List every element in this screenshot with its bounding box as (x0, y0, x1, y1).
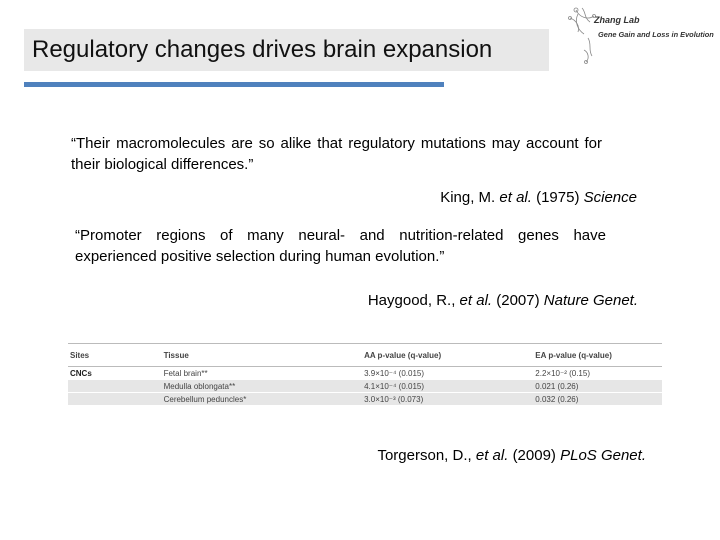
column-header: Tissue (162, 344, 362, 367)
table-cell: CNCs (68, 367, 162, 380)
table-cell: 3.0×10⁻³ (0.073) (362, 393, 533, 406)
citation-torgerson (377, 446, 646, 466)
table-header-row (68, 344, 662, 367)
citation-journal: PLoS Genet. (560, 447, 646, 464)
quote-king: “Their macromolecules are so alike that regulatory mutations may account for their biological differences.” (71, 135, 602, 173)
citation-journal: Science (583, 189, 637, 206)
slide-title: Regulatory changes drives brain expansion (32, 36, 493, 63)
table-cell (68, 380, 162, 393)
table-cell (68, 393, 162, 406)
column-header: EA p-value (q-value) (533, 344, 662, 367)
citation-year: (2007) (496, 292, 540, 309)
citation-etal: et al. (459, 292, 493, 309)
citation-journal: Nature Genet. (543, 292, 638, 309)
citation-etal: et al. (499, 189, 532, 206)
table-row (68, 393, 662, 406)
citation-year: (2009) (512, 447, 556, 464)
citation-etal: et al. (475, 447, 509, 464)
citation-haygood (368, 291, 638, 311)
table-cell: 0.021 (0.26) (533, 380, 662, 393)
table-row (68, 380, 662, 393)
table-cell: 0.032 (0.26) (533, 393, 662, 406)
table-cell: Cerebellum peduncles* (162, 393, 362, 406)
pvalue-table (68, 343, 662, 406)
table-row (68, 367, 662, 380)
column-header: Sites (68, 344, 162, 367)
table-cell: Fetal brain** (162, 367, 362, 380)
lab-tagline: Gene Gain and Loss in Evolution (598, 30, 714, 39)
title-underline (24, 82, 444, 87)
table-cell: 3.9×10⁻⁴ (0.015) (362, 367, 533, 380)
citation-author: King, M. (440, 189, 496, 206)
citation-author: Torgerson, D., (377, 447, 472, 464)
citation-year: (1975) (536, 189, 580, 206)
table-cell: 2.2×10⁻² (0.15) (533, 367, 662, 380)
citation-author: Haygood, R., (367, 292, 456, 309)
quote-haygood: “Promoter regions of many neural- and nutrition-related genes have experienced positive selection during human evolution.” (75, 227, 606, 265)
table-cell: Medulla oblongata** (162, 380, 362, 393)
citation-king (440, 188, 637, 208)
column-header: AA p-value (q-value) (362, 344, 533, 367)
table-cell: 4.1×10⁻⁴ (0.015) (362, 380, 533, 393)
lab-name: Zhang Lab (594, 15, 640, 25)
